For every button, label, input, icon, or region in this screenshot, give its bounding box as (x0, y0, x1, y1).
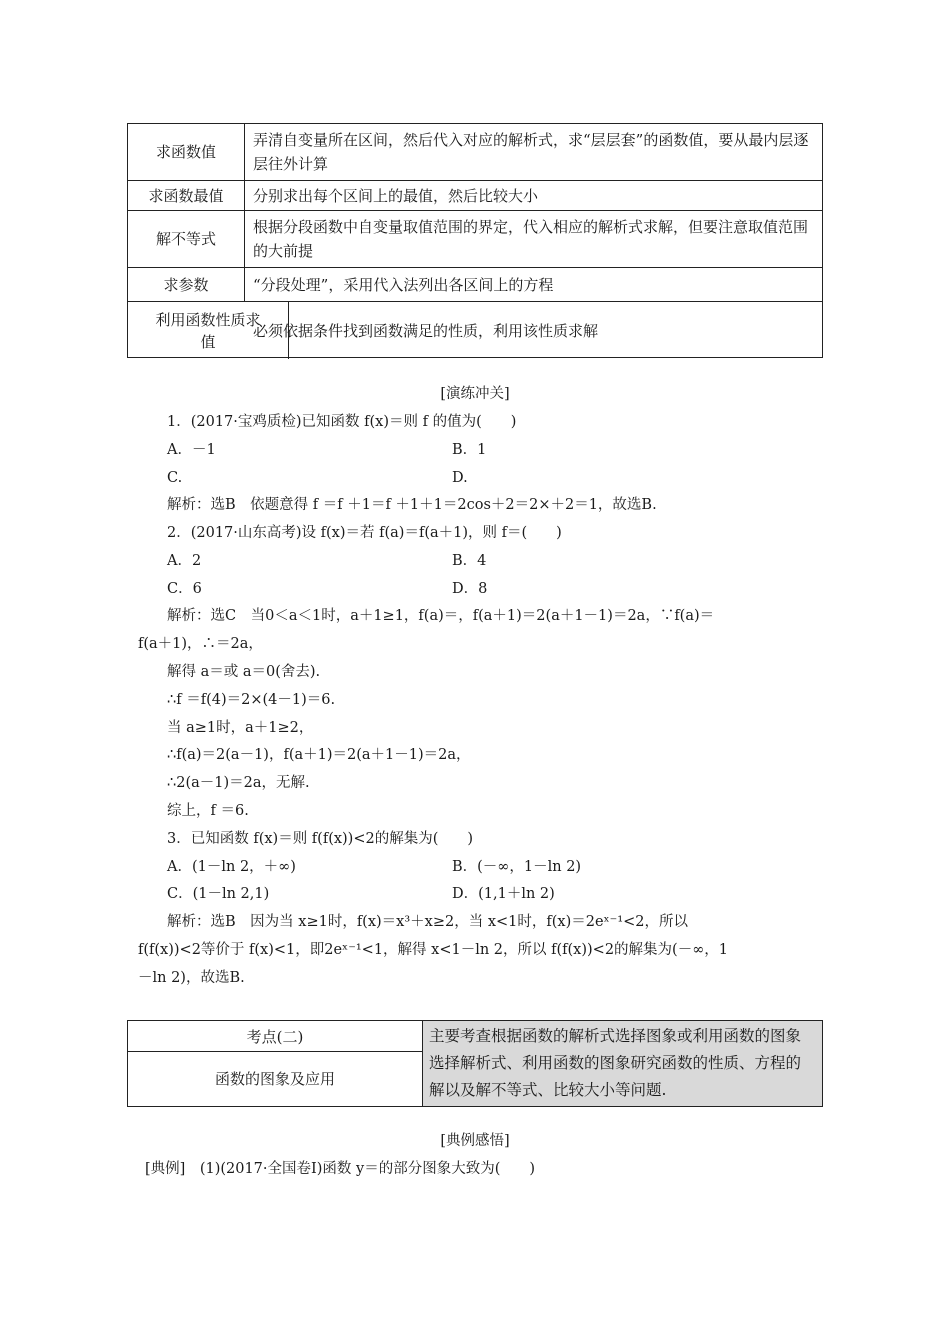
row-label: 求参数 (128, 268, 245, 301)
q2-option-d: D．8 (452, 581, 488, 597)
q3-solution-line: f(f(x))<2等价于 f(x)<1，即2eˣ⁻¹<1，解得 x<1－ln 2，所以 f(f(x))<2的解集为(－∞，1 (138, 942, 729, 958)
q3-option-a: A．(1－ln 2，＋∞) (167, 859, 296, 875)
q3-solution-line: 解析：选B 因为当 x≥1时，f(x)＝x³＋x≥2，当 x<1时，f(x)＝2eˣ⁻¹<2，所以 (167, 914, 689, 930)
q2-solution-line: 解得 a＝或 a＝0(舍去). (167, 664, 321, 680)
q1-option-d: D. (452, 470, 468, 486)
method-table (127, 123, 823, 358)
row-label: 解不等式 (128, 211, 245, 267)
q2-solution-line: 当 a≥1时，a＋1≥2， (167, 720, 314, 736)
row-text: 根据分段函数中自变量取值范围的界定，代入相应的解析式求解，但要注意取值范围的大前提 (253, 218, 809, 260)
table-row (128, 211, 822, 268)
row-text: 必须依据条件找到函数满足的性质，利用该性质求解 (253, 321, 599, 340)
section-heading-practice: [演练冲关] (440, 386, 510, 402)
q2-solution-line: ∴f(a)＝2(a－1)，f(a＋1)＝2(a＋1－1)＝2a， (167, 747, 471, 763)
q3-solution-line: －ln 2)，故选B. (138, 970, 245, 986)
table-row (128, 268, 822, 302)
section-heading-example: [典例感悟] (440, 1133, 510, 1149)
table-row (128, 124, 822, 181)
row-text: 分别求出每个区间上的最值，然后比较大小 (253, 186, 539, 205)
q2-solution-line: f(a＋1)，∴＝2a， (138, 636, 263, 652)
table-row (128, 302, 822, 359)
q1-option-b: B．1 (452, 442, 487, 458)
row-label: 利用函数性质求值 (128, 302, 289, 359)
q2-option-c: C．6 (167, 581, 202, 597)
q2-solution-line: ∴f ＝f(4)＝2×(4－1)＝6. (167, 692, 336, 708)
topic-box (127, 1020, 823, 1107)
q2-solution-line: ∴2(a－1)＝2a，无解. (167, 775, 310, 791)
kaodian-label: 考点(二) (128, 1021, 422, 1052)
row-text: 弄清自变量所在区间，然后代入对应的解析式，求“层层套”的函数值，要从最内层逐层往外计算 (253, 131, 809, 173)
q2-solution-line: 解析：选C 当0＜a＜1时，a＋1≥1，f(a)＝，f(a＋1)＝2(a＋1－1)＝2a，∵f(a)＝ (167, 608, 715, 624)
row-label: 求函数最值 (128, 181, 245, 210)
q1-stem: 1．(2017·宝鸡质检)已知函数 f(x)＝则 f 的值为( ) (167, 414, 517, 430)
q3-option-c: C．(1－ln 2,1) (167, 886, 270, 902)
topic-description: 主要考查根据函数的解析式选择图象或利用函数的图象选择解析式、利用函数的图象研究函数的性质、方程的解以及解不等式、比较大小等问题. (423, 1021, 822, 1106)
q2-option-a: A．2 (167, 553, 202, 569)
q1-option-c: C. (167, 470, 183, 486)
q1-solution: 解析：选B 依题意得 f ＝f ＋1＝f ＋1＋1＝2cos＋2＝2×＋2＝1，故选B. (167, 497, 657, 513)
q2-solution-line: 综上，f ＝6. (167, 803, 249, 819)
q1-option-a: A．－1 (167, 442, 216, 458)
q2-option-b: B．4 (452, 553, 487, 569)
q3-option-d: D．(1,1＋ln 2) (452, 886, 555, 902)
row-text: “分段处理”，采用代入法列出各区间上的方程 (253, 275, 554, 294)
q3-option-b: B．(－∞，1－ln 2) (452, 859, 582, 875)
table-row (128, 181, 822, 211)
example-line: [典例] (1)(2017·全国卷Ⅰ)函数 y＝的部分图象大致为( ) (145, 1161, 536, 1177)
q3-stem: 3．已知函数 f(x)＝则 f(f(x))<2的解集为( ) (167, 831, 474, 847)
q2-stem: 2．(2017·山东高考)设 f(x)＝若 f(a)＝f(a＋1)，则 f＝( ) (167, 525, 562, 541)
topic-left (128, 1021, 423, 1106)
topic-title: 函数的图象及应用 (214, 1070, 335, 1088)
row-label: 求函数值 (128, 124, 245, 180)
